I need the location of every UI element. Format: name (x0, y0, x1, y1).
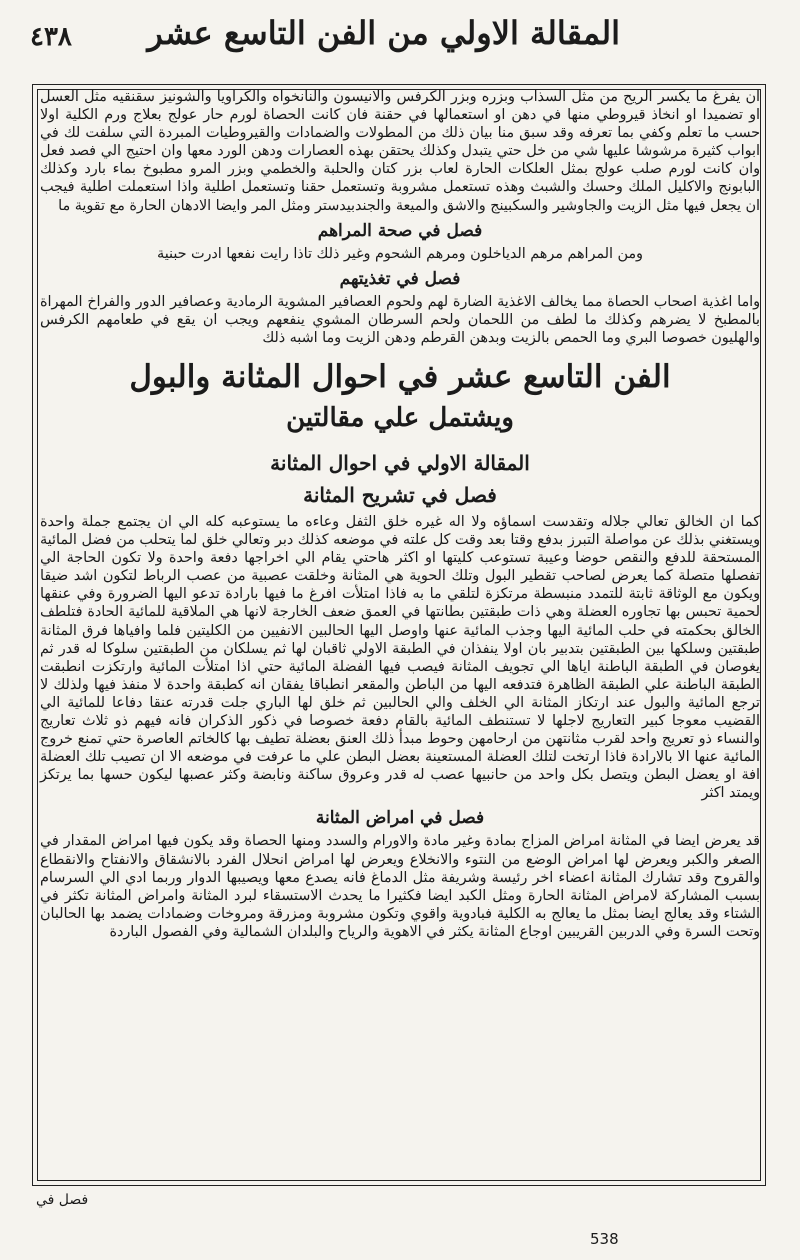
section-body-nutrition: واما اغذية اصحاب الحصاة مما يخالف الاغذية الضارة لهم ولحوم العصافير المشوية الرمادية وعصافير الدور والفراخ المهراة بالمطبخ لا يضرهم وكذلك ما لطف من اللحمان ولحم السرطان المشوي ينفعهم ويجب ان يقع في طعامهم الكرفس والهليون خصوصا البري وما الحمص بالزيت وبدهن القرطم ودهن الزيت وما اشبه ذلك (40, 293, 760, 346)
section-heading-nutrition: فصل في تغذيتهم (339, 268, 461, 289)
chapter-title: الفن التاسع عشر في احوال المثانة والبول (129, 358, 671, 395)
diseases-body: قد يعرض ايضا في المثانة امراض المزاج بمادة وغير مادة والاورام والسدد ومنها الحصاة وقد يكون فيها امراض المقدار في الصغر والكبر ويعرض لها امراض الوضع من النتوء والانخلاع ويعرض لها امراض انحلال الفرد بالانشقاق والانفتاح والانقطاع والقروح وقد تشارك المثانة اعضاء اخر رئيسة وشريفة مثل الدماغ فانه يصدع معها ويصيبها الدوار وربما ادي الي السرسام بسبب المشاركة لامراض المثانة الحارة ومثل الكبد ايضا فكثيرا ما يحدث الاستسقاء لبرد المثانة وامراض المثانة تكثر في الشتاء وقد يعالج ايضا بمثل ما يعالج به الكلية فبادوية واقوي وتكون مشروبة ومزرقة ومروخات وضمادات يضمد بها الحالبان وتحت السرة وفي الدربين القريبين اوجاع المثانة يكثر في الاهوية والرياح والبلدان الشمالية وفي الفصول الباردة (40, 833, 760, 940)
anatomy-body: كما ان الخالق تعالي جلاله وتقدست اسماؤه ولا اله غيره خلق الثفل وعاءه ما يستوعبه كله الي ان يجتمع جملة واحدة ويستغني بذلك عن مواصلة التبرز بدفع وقتا بعد وقت كل علته في موضعه كذلك دبر وتعالي خلق لما يتحلب من فضل المائية المستحقة للدفع والنقص حوضا وعيبة تستوعب كليتها او اكثر هاحتي يقام الي اخراجها دفعة واحدة ولا تكون الحاجة الي تفصلها متصلة كما يعرض لصاحب تقطير البول وتلك الحوية هي المثانة وخلقت عصبية من عصب الرباط لتكون اشد ضيقا ويكون مع الوثاقة ثابتة للتمدد منبسطة مرتكزة لتلقي ما به فاذا امتلأت افرغ ما فيها بارادة تدعو اليها الضرورة وفي عنقها لحمية تحبس بها تجاوره العضلة وهي ذات طبقتين بطانتها في العمق ضعف الخارجة لانها هي الملاقية للمائية الحادة فتلطف الخالق بحكمته في حلب المائية اليها وجذب المائية عنها واوصل اليها الحالبين الانفيين من الكليتين فلما وافياها فرق المثانة طبقتين وسلكها بين الطبقتين بتدبير بان اولا ينفذان في الطبقة الاولي ثاقبان لها ثم يسلكان من الطبقتين سلوكا له قدر ثم يغوصان في الطبقة الباطنة اياها الي تجويف المثانة فيصب فيها الفضلة المائية حتي اذا امتلأت المائية وارتكزت انطبقت الطبقة الباطنة علي الطبقة الظاهرة فتدفعه اليها من الباطن والمقعر انطباقا يفقان انه كطبقة واحدة لا منفذ فيها ولذلك لا ترجع المائية والبول عند ارتكاز المثانة الي الخلف والي الحالبين ثم خلق لها الباري جلت قدرته عنقا دفاعا للمائية الي القضيب معوجا كبير التعاريج لاجلها لا تستنطف المائية بالقام دفعة خصوصا في ذكور الذكران فانه فيهم ذو ثلاث تعاريج والنساء ذو تعريج واحد لقرب مثانتهن من ارحامهن وحوط مبدأ ذلك العنق بعضلة تطيف بها كالخاتم العاصرة حتي تمنع خروج المائية عنها الا بالارادة فاذا ارتخت لتلك العضلة المستعينة بعضل البطن علي ما عرفت في موضعه الا ان تصيب تلك العضلة افة او يعضل البطن ويتصل بكل واحد من حانبيها عصب له قدر وعروق ساكنة ونابضة وكثر عصبها ليكون حسها بما يرتكز ويمتد اكثر (40, 513, 760, 802)
running-title: المقالة الاولي من الفن التاسع عشر (147, 14, 620, 52)
chapter-subtitle: ويشتمل علي مقالتين (286, 402, 514, 433)
section-body-ointments: ومن المراهم مرهم الدياخلون ومرهم الشحوم وغير ذلك تاذا رايت نفعها ادرت حبنية (157, 245, 643, 262)
page-content (40, 88, 760, 941)
section-heading-anatomy: فصل في تشريح المثانة (303, 482, 497, 507)
footer-page-number: 538 (590, 1230, 619, 1248)
catchword: فصل في (36, 1192, 89, 1208)
article-title: المقالة الاولي في احوال المثانة (270, 450, 530, 475)
page-header (30, 14, 770, 70)
section-heading-diseases: فصل في امراض المثانة (315, 808, 485, 829)
section-heading-ointments: فصل في صحة المراهم (317, 220, 483, 241)
opening-paragraph: ان يفرغ ما يكسر الريح من مثل السذاب وبزره وبزر الكرفس والانيسون والنانخواه والكراويا والشونيز سقنقيه مثل العسل او تضميدا او انخاذ قيروطي منها في دهن او استعمالها في حقنة فان كانت الحصاة لورم حار عولج بعلاج ورم الكلية اولا حسب ما تعلم وكفي بما تعرفه وقد سبق منا بيان ذلك من المطولات والضمادات والقيروطيات المبردة التي سلفت لك في ابواب كثيرة مرشوشا عليها شي من خل حتي يتبدل وكذلك يحتقن بهذه العصارات ودهن الورد معها وان احتيج الي فصد فعل وان كانت لورم صلب عولج بمثل العلكات الحارة لعاب بزر كتان والحلبة والخطمي وبزر المرو مطبوخ بماء بارد وكذلك البابونج والاكليل الملك وحسك والشبث وهذه تستعمل مشروبة وتستعمل حقنا وتستعمل اطلية واذا استعملت اطلية فيجب ان يجعل فيها مثل الزيت والجاوشير والسكبينج والاشق والميعة والجندبيدستر ومثل المر وايضا الادهان الحارة مع تقوية ما (40, 89, 760, 214)
header-page-number: ٤٣٨ (30, 22, 72, 52)
